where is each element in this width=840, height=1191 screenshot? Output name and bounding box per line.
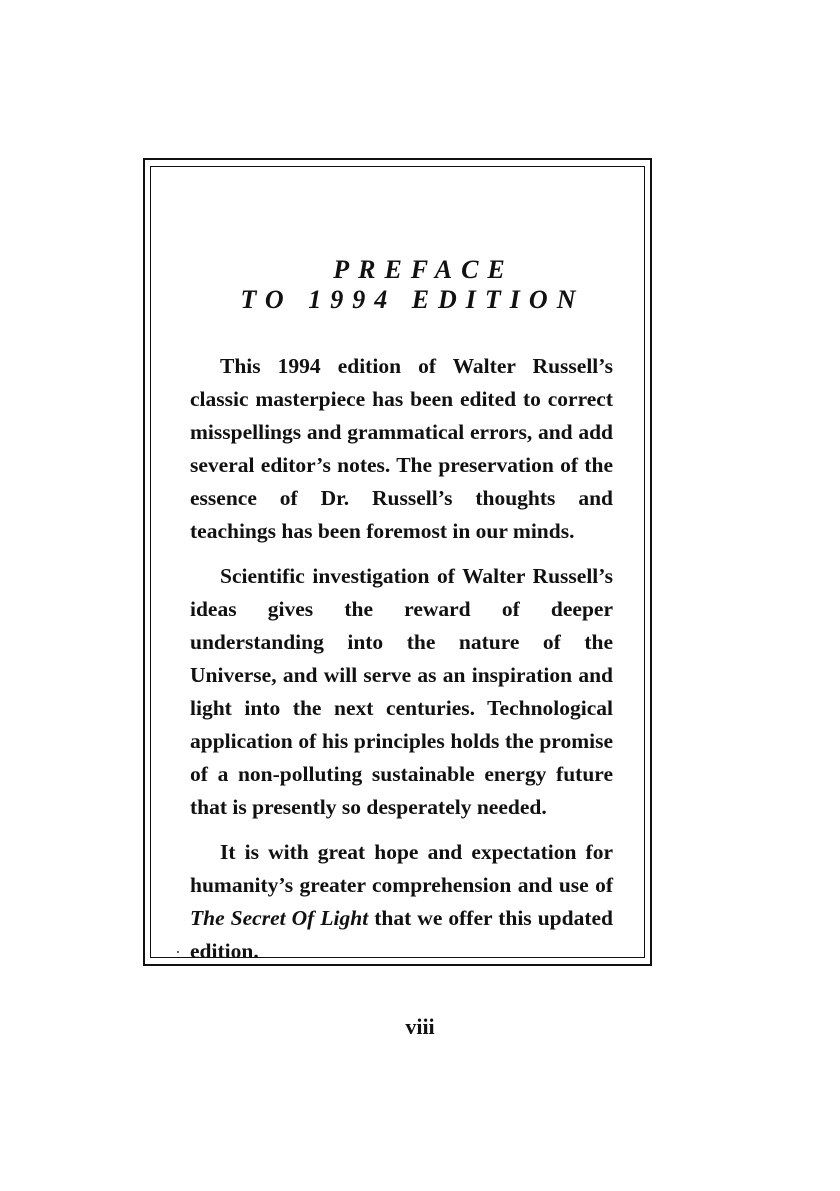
paragraph-2: Scientific investigation of Walter Russell’s ideas gives the reward of deeper understanding into the nature of the Universe, and will serve as an inspiration and light into the next centuries. Technological application of his principles holds the promise of a non-polluting sustainable energy future that is presently so desperately needed.	[190, 564, 613, 819]
preface-title	[151, 255, 644, 315]
page-border-outer	[143, 158, 652, 966]
page-number: viii	[405, 1014, 435, 1039]
paragraph-1: This 1994 edition of Walter Russell’s classic masterpiece has been edited to correct misspellings and grammatical errors, and add several editor’s notes. The preservation of the essence of Dr. Russell’s thoughts and teachings has been foremost in our minds.	[190, 354, 613, 543]
paragraph-3-start: It is with great hope and expectation for humanity’s greater comprehension and use of	[190, 840, 613, 897]
paragraph-3	[190, 836, 613, 968]
page-border-inner	[150, 166, 645, 963]
stray-dot-mark	[177, 951, 179, 953]
paragraph-3-end: that we offer this updated edition.	[190, 906, 613, 963]
preface-title-line-1: PREFACE	[333, 255, 514, 284]
preface-title-line-2: TO 1994 EDITION	[240, 285, 585, 314]
book-title: The Secret Of Light	[190, 906, 369, 930]
preface-body	[190, 350, 613, 980]
